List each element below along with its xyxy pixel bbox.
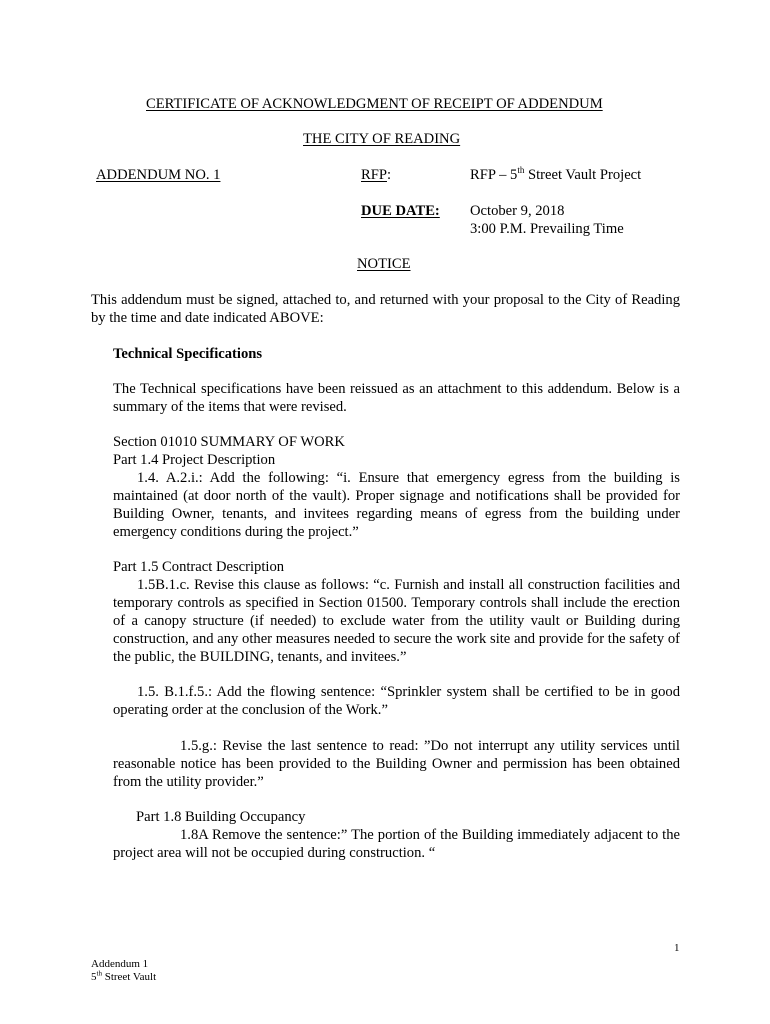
intro-text: This addendum must be signed, attached to, and returned with your proposal to the City of Reading by the time and date indicated ABOVE: [91,292,680,326]
page-number: 1 [674,942,680,954]
footer-line-2-sup: th [96,969,102,978]
item-1-5g [113,737,680,791]
footer-line-2-prefix: 5 [91,971,97,983]
rfp-value-suffix: Street Vault Project [524,167,642,183]
rfp-value [470,166,641,184]
tech-summary [113,380,680,416]
rfp-colon: : [386,167,392,183]
item-1-5g-text: 1.5.g.: Revise the last sentence to read: ”Do not interrupt any utility services until reasonable notice has been provided to the Building Owner and permission has been obtained from the utility provider.” [113,738,680,790]
section-title: Section 01010 SUMMARY OF WORK [113,434,345,450]
footer-line-2-suffix: Street Vault [101,971,157,983]
certificate-title: CERTIFICATE OF ACKNOWLEDGMENT OF RECEIPT OF ADDENDUM [146,96,603,112]
notice-heading: NOTICE [357,256,411,272]
due-time-value: 3:00 P.M. Prevailing Time [470,221,624,237]
addendum-number: ADDENDUM NO. 1 [96,167,221,183]
item-1-4 [113,469,680,541]
rfp-value-prefix: RFP – 5 [470,167,518,183]
due-date-label: DUE DATE: [361,203,440,219]
rfp-label-group [361,166,391,184]
item-1-5b1f5 [113,683,680,719]
tech-summary-text: The Technical specifications have been reissued as an attachment to this addendum. Below is a summary of the items that were revised. [113,381,680,415]
part-1-8-heading: Part 1.8 Building Occupancy [136,809,306,825]
rfp-label: RFP [361,167,387,183]
city-name: THE CITY OF READING [303,131,461,147]
item-1-4-text: 1.4. A.2.i.: Add the following: “i. Ensure that emergency egress from the building is maintained (at door north of the vault). Proper signage and notifications shall be provided for Building Owner, tenants, and invitees regarding means of egress from the building under emergency conditions during the project.” [113,470,680,540]
rfp-value-sup: th [517,165,525,176]
item-1-8a-text: 1.8A Remove the sentence:” The portion of the Building immediately adjacent to the project area will not be occupied during construction. “ [113,827,680,861]
item-1-5b1c [113,576,680,666]
tech-spec-heading: Technical Specifications [113,346,263,362]
footer-line-1: Addendum 1 [91,958,149,970]
part-1-5-heading: Part 1.5 Contract Description [113,559,285,575]
part-1-4-heading: Part 1.4 Project Description [113,452,276,468]
item-1-8a [113,826,680,862]
intro-paragraph [91,291,680,327]
item-1-5b1f5-text: 1.5. B.1.f.5.: Add the flowing sentence: “Sprinkler system shall be certified to be in good operating order at the conclusion of the Work.” [113,684,680,718]
footer-line-2 [91,971,156,984]
item-1-5b1c-text: 1.5B.1.c. Revise this clause as follows: “c. Furnish and install all construction facilities and temporary controls as specified in Section 01500. Temporary controls shall include the erection of a canopy structure (if needed) to exclude water from the utility vault or Building during construction, and any other measures needed to secure the work site and provide for the safety of the public, the BUILDING, tenants, and invitees.” [113,577,680,665]
due-date-value: October 9, 2018 [470,203,565,219]
